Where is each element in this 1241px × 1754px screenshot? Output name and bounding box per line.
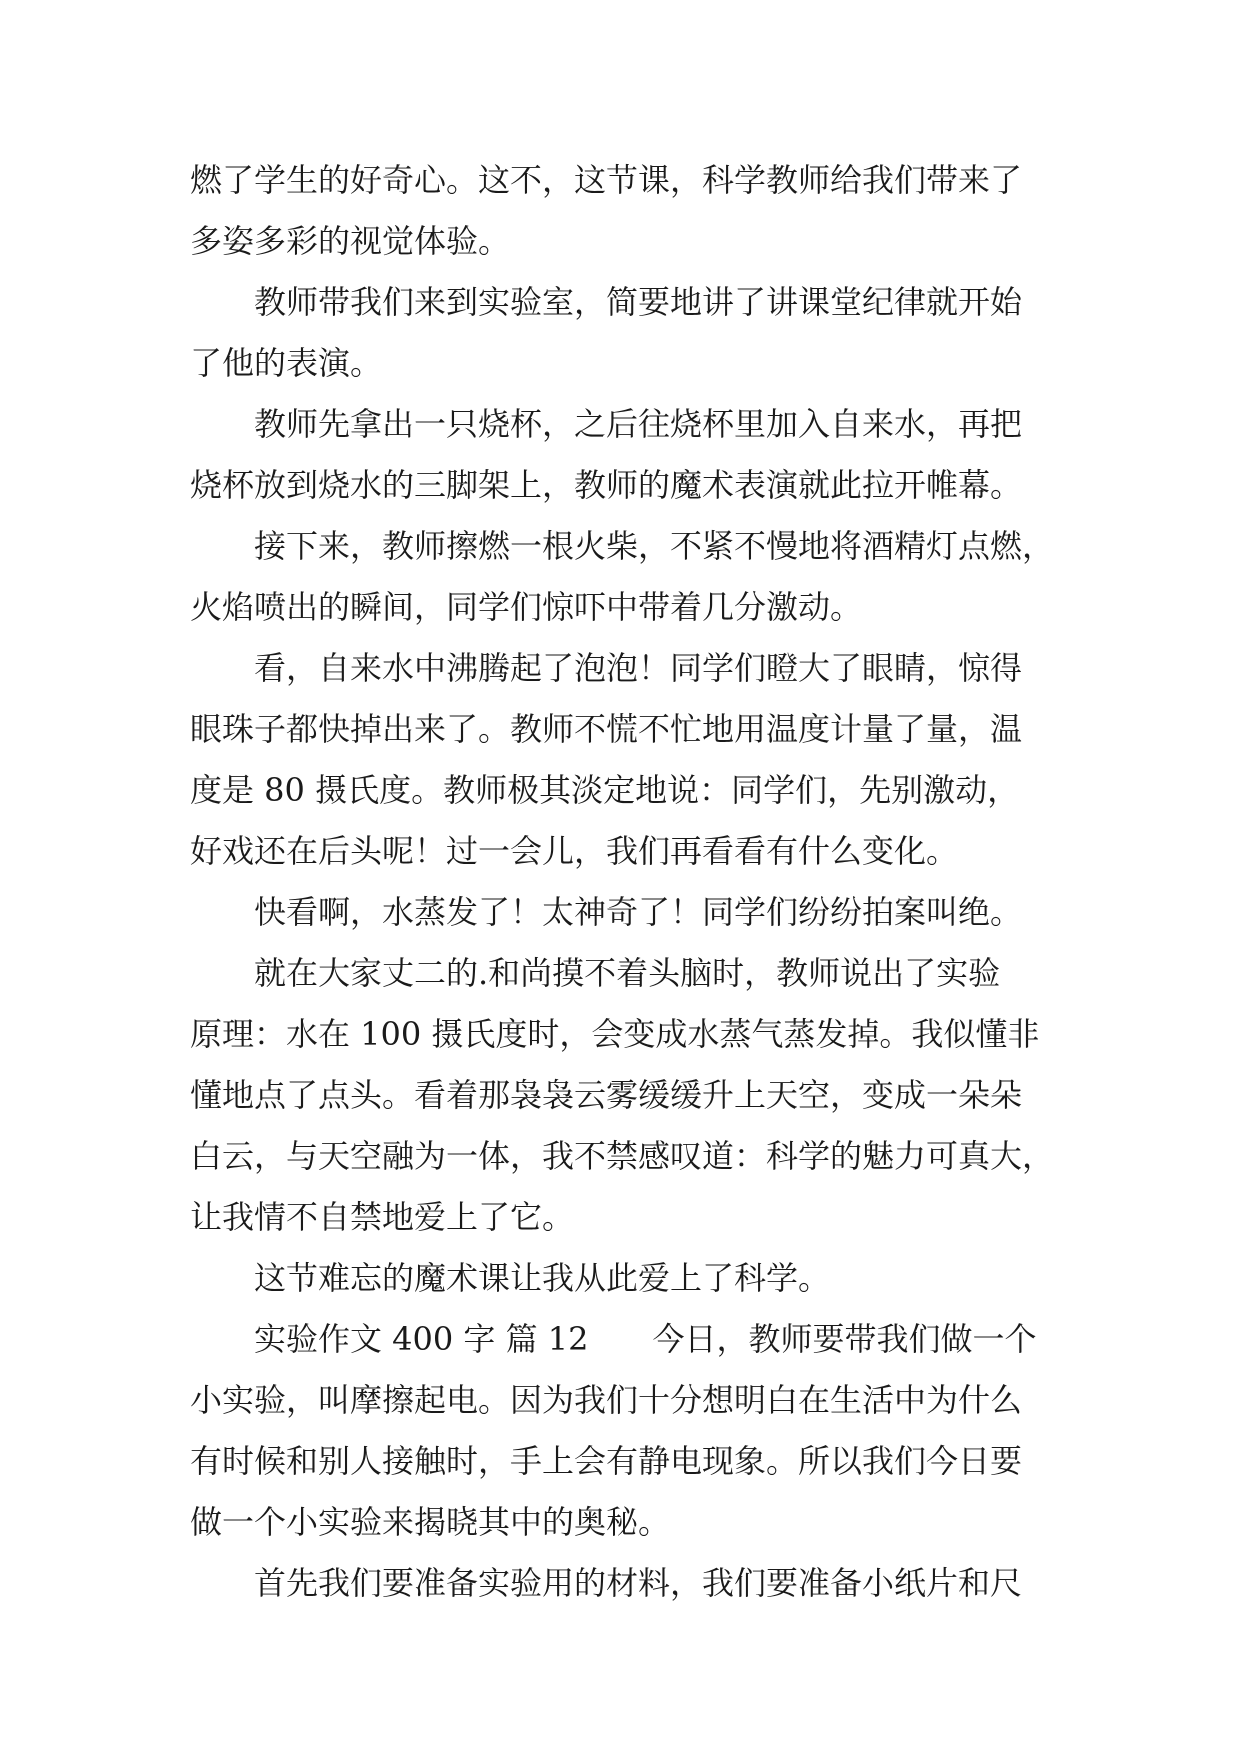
text-line: 度是 80 摄氏度。教师极其淡定地说：同学们，先别激动， xyxy=(190,771,1020,809)
text-line: 火焰喷出的瞬间，同学们惊吓中带着几分激动。 xyxy=(190,588,863,626)
paragraph-start-line: 教师先拿出一只烧杯，之后往烧杯里加入自来水，再把 xyxy=(254,405,1023,443)
text-line: 白云，与天空融为一体，我不禁感叹道：科学的魅力可真大， xyxy=(190,1137,1055,1175)
paragraph-start-line: 教师带我们来到实验室，简要地讲了讲课堂纪律就开始 xyxy=(254,283,1023,321)
paragraph-start-line: 接下来，教师擦燃一根火柴，不紧不慢地将酒精灯点燃， xyxy=(254,527,1055,565)
text-line: 眼珠子都快掉出来了。教师不慌不忙地用温度计量了量，温 xyxy=(190,710,1023,748)
paragraph-start-line: 就在大家丈二的.和尚摸不着头脑时，教师说出了实验 xyxy=(254,954,1001,992)
text-line: 了他的表演。 xyxy=(190,344,383,382)
text-line: 懂地点了点头。看着那袅袅云雾缓缓升上天空，变成一朵朵 xyxy=(190,1076,1023,1114)
section-heading-line: 实验作文 400 字 篇 12 今日，教师要带我们做一个 xyxy=(254,1320,1037,1358)
text-line: 小实验，叫摩擦起电。因为我们十分想明白在生活中为什么 xyxy=(190,1381,1023,1419)
text-line: 燃了学生的好奇心。这不，这节课，科学教师给我们带来了 xyxy=(190,161,1023,199)
text-line: 有时候和别人接触时，手上会有静电现象。所以我们今日要 xyxy=(190,1442,1023,1480)
paragraph-start-line: 快看啊，水蒸发了！太神奇了！同学们纷纷拍案叫绝。 xyxy=(254,893,1023,931)
text-line: 原理：水在 100 摄氏度时，会变成水蒸气蒸发掉。我似懂非 xyxy=(190,1015,1040,1053)
text-line: 做一个小实验来揭晓其中的奥秘。 xyxy=(190,1503,671,1541)
text-line: 烧杯放到烧水的三脚架上，教师的魔术表演就此拉开帷幕。 xyxy=(190,466,1023,504)
text-line: 让我情不自禁地爱上了它。 xyxy=(190,1198,575,1236)
paragraph-start-line: 首先我们要准备实验用的材料，我们要准备小纸片和尺 xyxy=(254,1564,1023,1602)
text-line: 好戏还在后头呢！过一会儿，我们再看看有什么变化。 xyxy=(190,832,959,870)
essay-text xyxy=(190,150,1070,1614)
text-line: 多姿多彩的视觉体验。 xyxy=(190,222,511,260)
paragraph-start-line: 看，自来水中沸腾起了泡泡！同学们瞪大了眼睛，惊得 xyxy=(254,649,1023,687)
paragraph-start-line: 这节难忘的魔术课让我从此爱上了科学。 xyxy=(254,1259,831,1297)
